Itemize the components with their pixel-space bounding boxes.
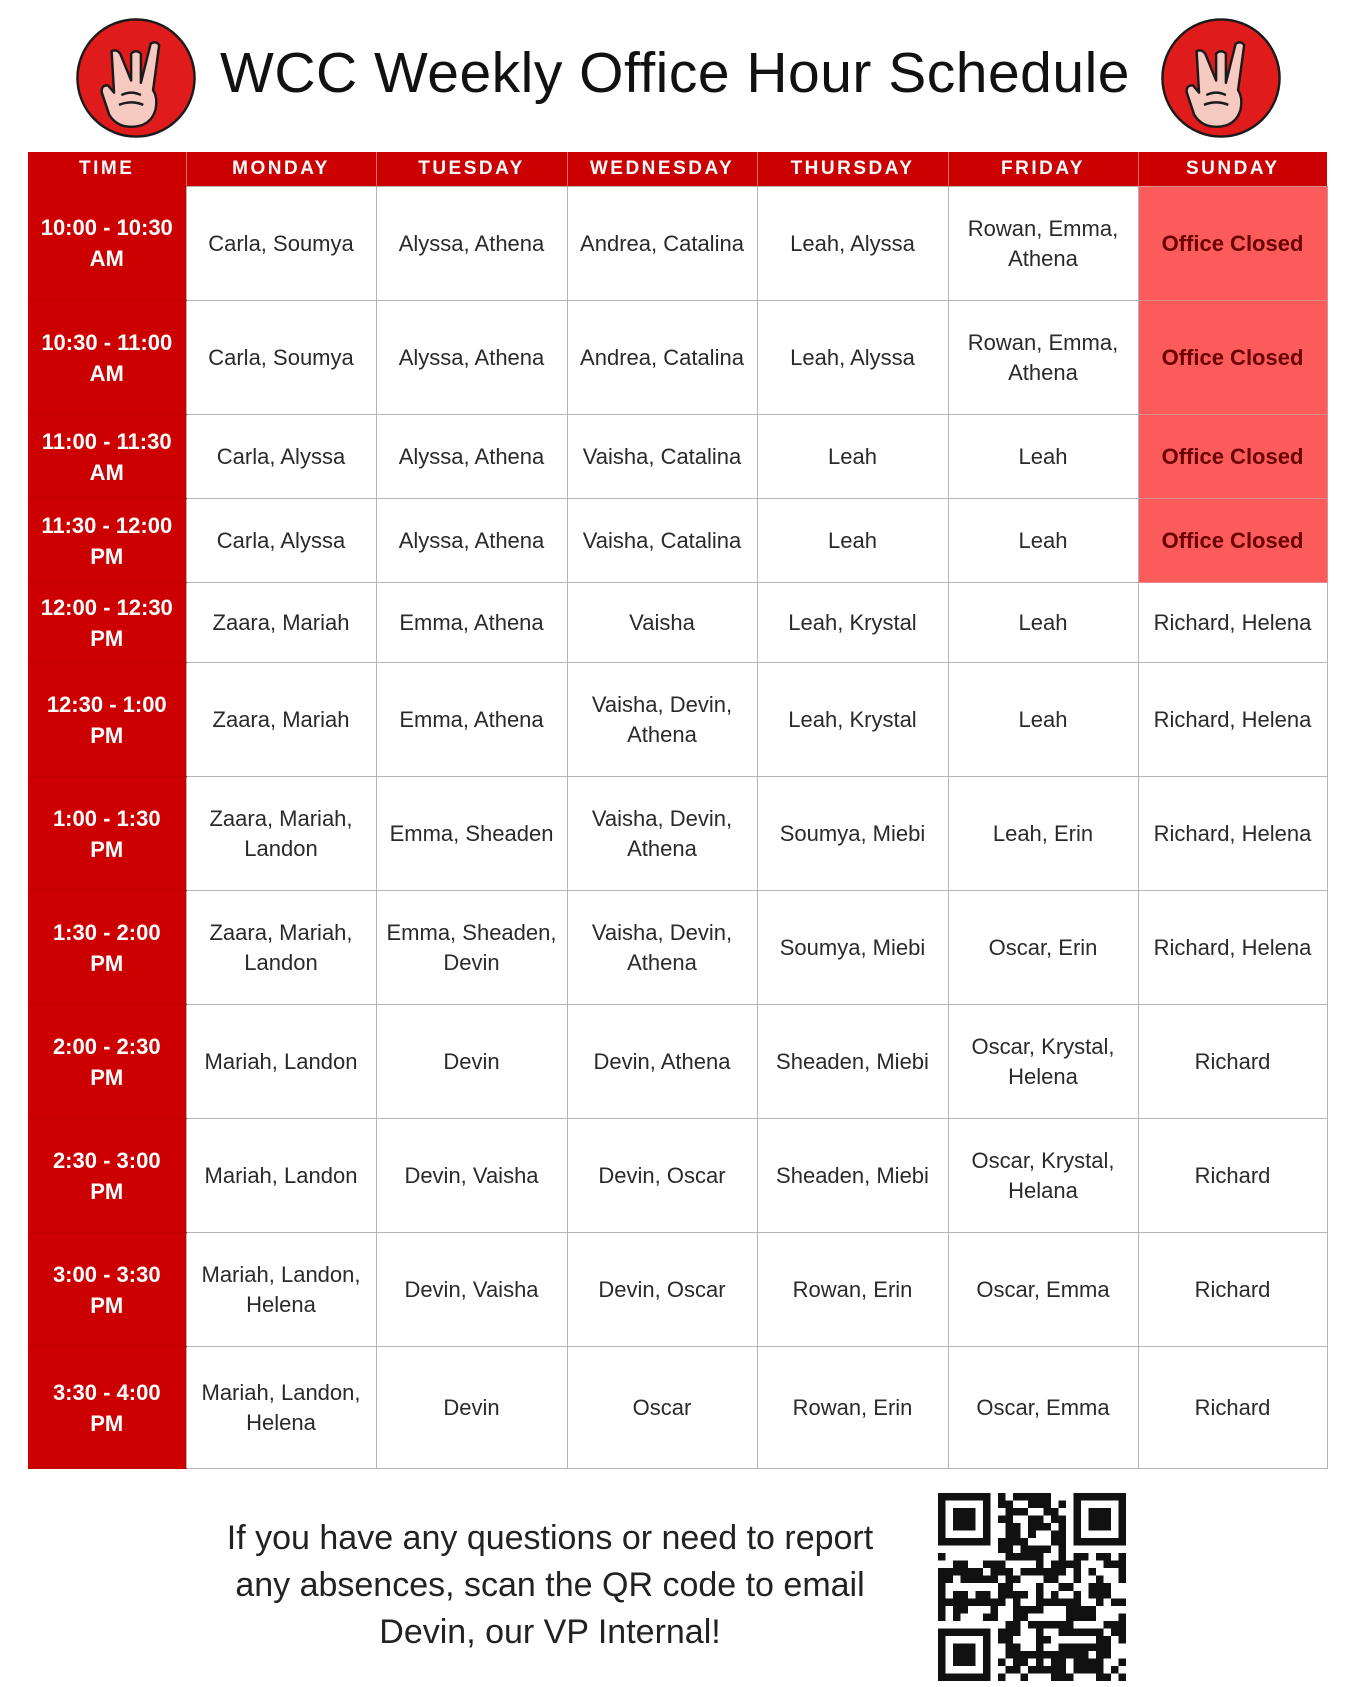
table-row bbox=[28, 1119, 1327, 1233]
schedule-cell-thursday: Sheaden, Miebi bbox=[757, 1005, 948, 1119]
column-header-monday: MONDAY bbox=[186, 152, 376, 187]
schedule-cell-friday: Oscar, Emma bbox=[948, 1233, 1138, 1347]
hand-sign-logo-icon bbox=[1160, 17, 1282, 139]
time-slot-cell bbox=[28, 415, 186, 499]
schedule-cell-sunday: Office Closed bbox=[1138, 187, 1327, 301]
time-slot-cell bbox=[28, 583, 186, 663]
time-slot-cell bbox=[28, 1233, 186, 1347]
schedule-cell-thursday: Leah bbox=[757, 415, 948, 499]
schedule-cell-monday: Mariah, Landon bbox=[186, 1119, 376, 1233]
schedule-cell-friday: Oscar, Emma bbox=[948, 1347, 1138, 1469]
schedule-cell-wednesday: Devin, Oscar bbox=[567, 1233, 757, 1347]
header-row bbox=[28, 152, 1327, 187]
schedule-cell-monday: Carla, Soumya bbox=[186, 187, 376, 301]
schedule-cell-monday: Mariah, Landon, Helena bbox=[186, 1347, 376, 1469]
schedule-cell-tuesday: Alyssa, Athena bbox=[376, 187, 567, 301]
schedule-cell-monday: Carla, Alyssa bbox=[186, 415, 376, 499]
time-slot-line: PM bbox=[90, 722, 124, 748]
schedule-cell-friday: Leah bbox=[948, 415, 1138, 499]
schedule-cell-tuesday: Devin bbox=[376, 1347, 567, 1469]
table-row bbox=[28, 499, 1327, 583]
time-slot-line: PM bbox=[90, 1292, 124, 1318]
schedule-cell-tuesday: Alyssa, Athena bbox=[376, 499, 567, 583]
time-slot-line: 3:30 - 4:00 bbox=[52, 1379, 161, 1405]
schedule-cell-sunday: Richard, Helena bbox=[1138, 583, 1327, 663]
qr-code-icon[interactable] bbox=[938, 1493, 1126, 1681]
time-slot-line: PM bbox=[90, 1410, 124, 1436]
schedule-cell-thursday: Leah, Alyssa bbox=[757, 187, 948, 301]
table-row bbox=[28, 583, 1327, 663]
schedule-cell-thursday: Leah, Krystal bbox=[757, 583, 948, 663]
schedule-cell-sunday: Office Closed bbox=[1138, 499, 1327, 583]
time-slot-line: 2:00 - 2:30 bbox=[52, 1033, 161, 1059]
schedule-cell-wednesday: Vaisha bbox=[567, 583, 757, 663]
column-header-time: TIME bbox=[28, 152, 186, 187]
schedule-cell-sunday: Richard, Helena bbox=[1138, 891, 1327, 1005]
schedule-cell-wednesday: Vaisha, Catalina bbox=[567, 499, 757, 583]
schedule-cell-sunday: Richard bbox=[1138, 1347, 1327, 1469]
schedule-cell-monday: Mariah, Landon bbox=[186, 1005, 376, 1119]
schedule-cell-wednesday: Devin, Oscar bbox=[567, 1119, 757, 1233]
footer-message bbox=[180, 1515, 920, 1656]
footer-line: Devin, our VP Internal! bbox=[379, 1613, 721, 1651]
table-row bbox=[28, 1233, 1327, 1347]
time-slot-line: AM bbox=[89, 459, 124, 485]
table-row bbox=[28, 1005, 1327, 1119]
schedule-cell-wednesday: Devin, Athena bbox=[567, 1005, 757, 1119]
schedule-cell-thursday: Leah, Alyssa bbox=[757, 301, 948, 415]
time-slot-cell bbox=[28, 1119, 186, 1233]
schedule-cell-monday: Mariah, Landon, Helena bbox=[186, 1233, 376, 1347]
time-slot-line: PM bbox=[90, 1178, 124, 1204]
time-slot-line: 11:30 - 12:00 bbox=[41, 512, 173, 538]
column-header-friday: FRIDAY bbox=[948, 152, 1138, 187]
time-slot-line: AM bbox=[89, 360, 124, 386]
header bbox=[0, 0, 1350, 150]
schedule-cell-thursday: Rowan, Erin bbox=[757, 1233, 948, 1347]
time-slot-line: 12:30 - 1:00 bbox=[46, 691, 167, 717]
schedule-cell-sunday: Office Closed bbox=[1138, 415, 1327, 499]
schedule-cell-sunday: Office Closed bbox=[1138, 301, 1327, 415]
table-row bbox=[28, 777, 1327, 891]
time-slot-cell bbox=[28, 777, 186, 891]
time-slot-line: 10:30 - 11:00 bbox=[41, 329, 173, 355]
time-slot-line: PM bbox=[90, 625, 124, 651]
schedule-cell-monday: Carla, Soumya bbox=[186, 301, 376, 415]
schedule-cell-wednesday: Vaisha, Devin, Athena bbox=[567, 777, 757, 891]
schedule-cell-wednesday: Oscar bbox=[567, 1347, 757, 1469]
schedule-cell-tuesday: Devin, Vaisha bbox=[376, 1233, 567, 1347]
schedule-cell-thursday: Sheaden, Miebi bbox=[757, 1119, 948, 1233]
schedule-cell-tuesday: Emma, Athena bbox=[376, 663, 567, 777]
schedule-cell-tuesday: Devin, Vaisha bbox=[376, 1119, 567, 1233]
schedule-cell-wednesday: Vaisha, Devin, Athena bbox=[567, 891, 757, 1005]
schedule-cell-thursday: Leah, Krystal bbox=[757, 663, 948, 777]
schedule-cell-tuesday: Emma, Athena bbox=[376, 583, 567, 663]
time-slot-cell bbox=[28, 663, 186, 777]
time-slot-cell bbox=[28, 187, 186, 301]
schedule-cell-sunday: Richard bbox=[1138, 1119, 1327, 1233]
schedule-cell-tuesday: Emma, Sheaden, Devin bbox=[376, 891, 567, 1005]
schedule-cell-monday: Zaara, Mariah, Landon bbox=[186, 891, 376, 1005]
time-slot-line: PM bbox=[90, 543, 124, 569]
schedule-cell-friday: Oscar, Krystal, Helena bbox=[948, 1005, 1138, 1119]
time-slot-line: 11:00 - 11:30 bbox=[41, 428, 172, 454]
schedule-cell-friday: Leah bbox=[948, 583, 1138, 663]
time-slot-cell bbox=[28, 301, 186, 415]
schedule-cell-thursday: Rowan, Erin bbox=[757, 1347, 948, 1469]
hand-sign-logo-icon bbox=[75, 17, 197, 139]
column-header-tuesday: TUESDAY bbox=[376, 152, 567, 187]
table-row bbox=[28, 891, 1327, 1005]
schedule-cell-tuesday: Devin bbox=[376, 1005, 567, 1119]
schedule-cell-sunday: Richard bbox=[1138, 1005, 1327, 1119]
schedule-cell-thursday: Soumya, Miebi bbox=[757, 891, 948, 1005]
schedule-cell-thursday: Soumya, Miebi bbox=[757, 777, 948, 891]
schedule-cell-monday: Zaara, Mariah bbox=[186, 663, 376, 777]
schedule-cell-wednesday: Vaisha, Catalina bbox=[567, 415, 757, 499]
schedule-cell-sunday: Richard, Helena bbox=[1138, 777, 1327, 891]
time-slot-line: 1:30 - 2:00 bbox=[52, 919, 161, 945]
schedule-cell-friday: Leah bbox=[948, 499, 1138, 583]
schedule-cell-wednesday: Andrea, Catalina bbox=[567, 301, 757, 415]
schedule-cell-friday: Oscar, Krystal, Helana bbox=[948, 1119, 1138, 1233]
schedule-cell-monday: Zaara, Mariah, Landon bbox=[186, 777, 376, 891]
time-slot-line: PM bbox=[90, 950, 124, 976]
schedule-cell-friday: Rowan, Emma, Athena bbox=[948, 301, 1138, 415]
schedule-cell-wednesday: Vaisha, Devin, Athena bbox=[567, 663, 757, 777]
time-slot-line: PM bbox=[90, 1064, 124, 1090]
column-header-thursday: THURSDAY bbox=[757, 152, 948, 187]
footer-line: any absences, scan the QR code to email bbox=[235, 1566, 865, 1604]
schedule-cell-monday: Carla, Alyssa bbox=[186, 499, 376, 583]
schedule-cell-friday: Oscar, Erin bbox=[948, 891, 1138, 1005]
time-slot-line: 1:00 - 1:30 bbox=[52, 805, 161, 831]
table-row bbox=[28, 415, 1327, 499]
schedule-cell-friday: Leah bbox=[948, 663, 1138, 777]
schedule-cell-tuesday: Alyssa, Athena bbox=[376, 415, 567, 499]
schedule-cell-tuesday: Emma, Sheaden bbox=[376, 777, 567, 891]
time-slot-line: PM bbox=[90, 836, 124, 862]
time-slot-line: 10:00 - 10:30 bbox=[40, 215, 173, 241]
schedule-cell-tuesday: Alyssa, Athena bbox=[376, 301, 567, 415]
schedule-cell-monday: Zaara, Mariah bbox=[186, 583, 376, 663]
schedule-cell-wednesday: Andrea, Catalina bbox=[567, 187, 757, 301]
schedule-cell-friday: Leah, Erin bbox=[948, 777, 1138, 891]
page-title: WCC Weekly Office Hour Schedule bbox=[220, 41, 1130, 105]
time-slot-line: 12:00 - 12:30 bbox=[40, 594, 173, 620]
table-row bbox=[28, 663, 1327, 777]
schedule-cell-sunday: Richard, Helena bbox=[1138, 663, 1327, 777]
table-row bbox=[28, 301, 1327, 415]
table-row bbox=[28, 1347, 1327, 1469]
time-slot-cell bbox=[28, 1347, 186, 1469]
time-slot-line: 3:00 - 3:30 bbox=[52, 1261, 161, 1287]
time-slot-line: 2:30 - 3:00 bbox=[52, 1147, 161, 1173]
time-slot-cell bbox=[28, 499, 186, 583]
column-header-sunday: SUNDAY bbox=[1138, 152, 1327, 187]
time-slot-cell bbox=[28, 1005, 186, 1119]
footer-line: If you have any questions or need to report bbox=[226, 1519, 874, 1557]
schedule-cell-friday: Rowan, Emma, Athena bbox=[948, 187, 1138, 301]
schedule-cell-sunday: Richard bbox=[1138, 1233, 1327, 1347]
table-row bbox=[28, 187, 1327, 301]
schedule-table bbox=[28, 152, 1328, 1469]
column-header-wednesday: WEDNESDAY bbox=[567, 152, 757, 187]
time-slot-cell bbox=[28, 891, 186, 1005]
time-slot-line: AM bbox=[89, 246, 124, 272]
schedule-cell-thursday: Leah bbox=[757, 499, 948, 583]
